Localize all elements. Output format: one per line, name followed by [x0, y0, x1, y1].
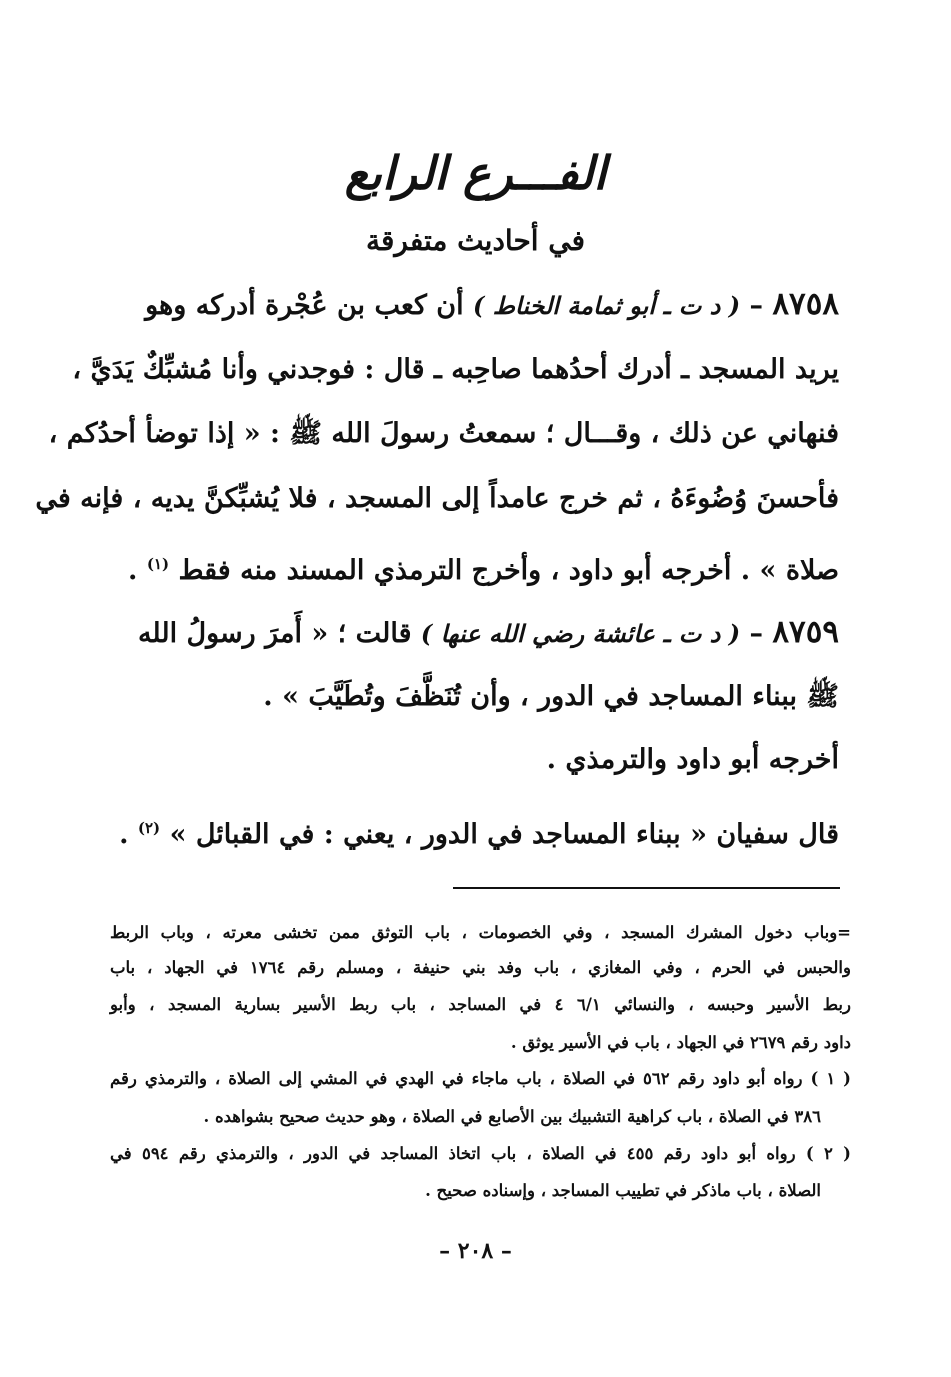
footnote-continuation-line: ربط الأسير وحبسه ، والنسائي ٦/١ ٤ في المساجد ، باب ربط الأسير بسارية المسجد ، وأبو: [110, 995, 851, 1014]
hadith-8759-source: أخرجه أبو داود والترمذي .: [546, 744, 839, 775]
footnote-2: ( ٢ ) رواه أبو داود رقم ٤٥٥ في الصلاة ، باب اتخاذ المساجد في الدور ، والترمذي رقم ٥٩٤ في: [110, 1144, 851, 1163]
hadith-number: ٨٧٥٩: [772, 614, 839, 650]
hadith-number: ٨٧٥٨: [772, 286, 839, 322]
footnote-2-continuation: الصلاة ، باب ماذكر في تطييب المساجد ، وإسناده صحيح .: [425, 1181, 821, 1200]
sentence-end: .: [119, 819, 129, 850]
hadith-8758-line-1: [145, 284, 839, 326]
hadith-dash: –: [749, 618, 763, 649]
hadith-8758-line-5: [128, 544, 839, 591]
hadith-8758-line-4: فأحسنَ وُضُوءَهُ ، ثم خرج عامداً إلى المسجد ، فلا يُشبِّكنَّ يديه ، فإنه في: [35, 483, 839, 514]
section-subtitle: في أحاديث متفرقة: [365, 224, 586, 257]
footnote-1-continuation: ٣٨٦ في الصلاة ، باب كراهية التشبيك بين الأصابع في الصلاة ، وهو حديث صحيح بشواهده .: [203, 1107, 821, 1126]
hadith-text: أن كعب بن عُجْرة أدركه وهو: [145, 290, 464, 321]
sentence-end: .: [128, 555, 138, 586]
hadith-8759-line-2: ﷺ ببناء المساجد في الدور ، وأن تُنَظَّفَ وتُطَيَّبَ » .: [263, 681, 839, 712]
hadith-8758-line-3: فنهاني عن ذلك ، وقـــال ؛ سمعتُ رسولَ الله ﷺ : « إذا توضأ أحدُكم ،: [48, 418, 839, 449]
footnote-continuation-line: والحبس في الحرم ، وفي المغازي ، باب وفد بني حنيفة ، ومسلم رقم ١٧٦٤ في الجهاد ، باب: [110, 958, 851, 977]
footnote-continuation-line: داود رقم ٢٦٧٩ في الجهاد ، باب في الأسير يوثق .: [510, 1033, 851, 1052]
hadith-8759-line-1: [138, 612, 839, 654]
hadith-text: صلاة » . أخرجه أبو داود ، وأخرج الترمذي المسند منه فقط: [178, 555, 839, 586]
sufyan-text: قال سفيان « ببناء المساجد في الدور ، يعني : في القبائل »: [169, 819, 839, 850]
footnote-marker-1: (١): [146, 555, 170, 573]
chapter-title: الفـــرع الرابع: [344, 146, 607, 200]
hadith-text: قالت ؛ « أَمرَ رسولُ الله: [137, 618, 412, 649]
hadith-reference: ( د ت ـ عائشة رضي الله عنها ): [420, 619, 741, 648]
page-number: – ٢٠٨ –: [439, 1238, 512, 1264]
footnote-continuation-line: =وباب دخول المشرك المسجد ، وفي الخصومات ، باب التوثق ممن تخشى معرته ، وباب الربط: [110, 923, 851, 942]
hadith-8758-line-2: يريد المسجد ـ أدرك أحدُهما صاحِبه ـ قال : فوجدني وأنا مُشبِّكٌ يَدَيَّ ،: [72, 354, 839, 385]
footnote-marker-2: (٢): [137, 819, 161, 837]
footnote-separator: [453, 887, 840, 889]
hadith-dash: –: [749, 290, 763, 321]
footnote-1: ( ١ ) رواه أبو داود رقم ٥٦٢ في الصلاة ، باب ماجاء في الهدي في المشي إلى الصلاة ، والترمذي رقم: [110, 1069, 851, 1088]
hadith-reference: ( د ت ـ أبو ثمامة الخناط ): [473, 291, 741, 320]
sufyan-comment: [119, 808, 839, 855]
